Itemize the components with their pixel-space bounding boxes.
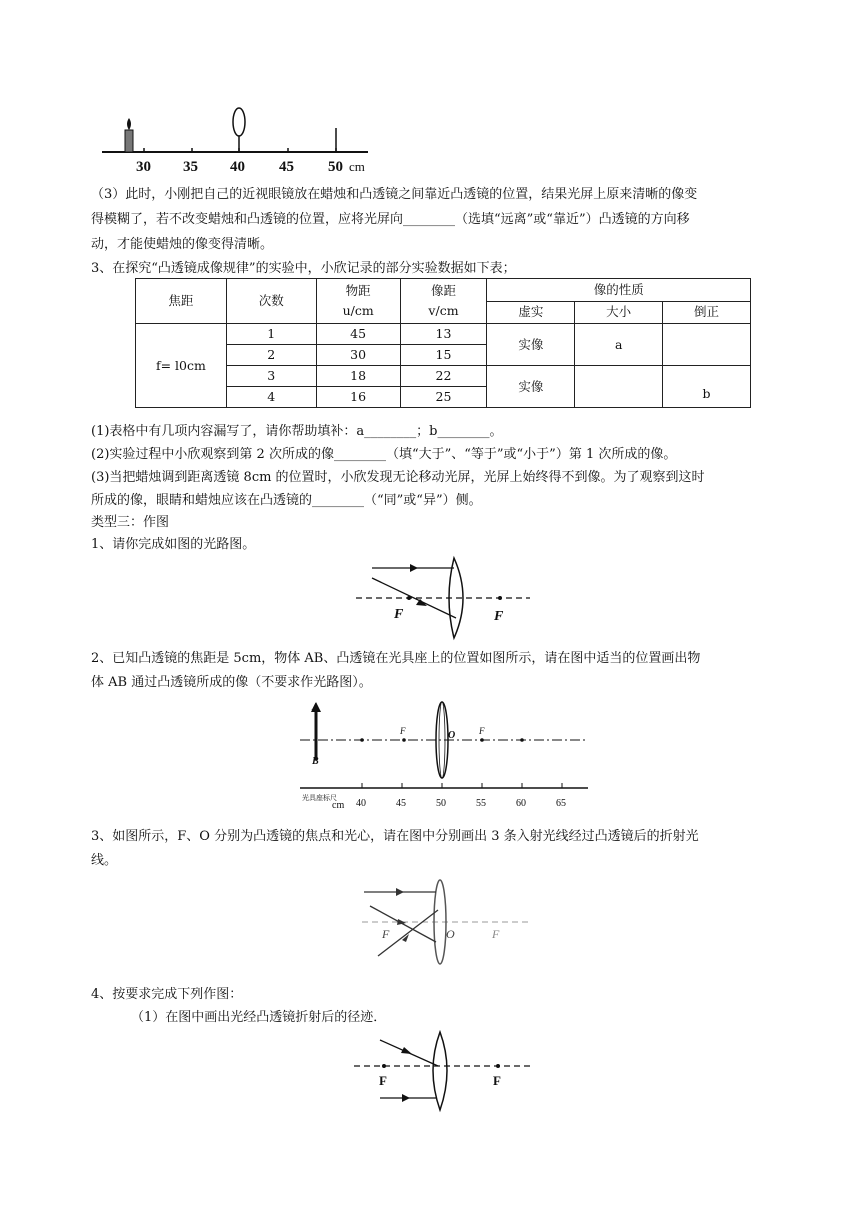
text-label: 18 <box>316 366 400 387</box>
text-label: 60 <box>516 798 526 809</box>
text-label: 4 <box>226 387 316 408</box>
drawing-question-3: 线。 <box>91 853 118 868</box>
bench-tick-label: 30 <box>136 159 151 175</box>
bench-unit: cm <box>349 159 365 174</box>
table-row <box>136 324 751 345</box>
bench-tick-label: 35 <box>183 159 198 175</box>
arrow-icon <box>396 888 404 896</box>
text-label: 40 <box>356 798 366 809</box>
cell-size-a: a <box>575 324 663 366</box>
header-size: 大小 <box>575 301 663 324</box>
bench-tick-label: 45 <box>279 159 294 175</box>
lens-icon <box>233 108 245 136</box>
table-question-1: (1)表格中有几项内容漏写了，请你帮助填补：a________；b________。 <box>91 424 503 439</box>
text-label: 3 <box>226 366 316 387</box>
text-label: A <box>312 702 319 713</box>
text-label: 65 <box>556 798 566 809</box>
text-label: 16 <box>316 387 400 408</box>
text-label: cm <box>332 800 345 811</box>
text-label: 45 <box>396 798 406 809</box>
header-focal: 焦距 <box>136 279 227 324</box>
arrow-icon <box>402 1094 410 1102</box>
text-label: 15 <box>400 345 487 366</box>
optical-bench-figure <box>96 86 386 178</box>
drawing-question-3: 3、如图所示，F、O 分别为凸透镜的焦点和光心，请在图中分别画出 3 条入射光线经过凸透镜后的折射光 <box>91 829 699 844</box>
cell-orientation-b: b <box>663 366 751 408</box>
experiment-data-table <box>135 278 751 408</box>
text-label: 45 <box>316 324 400 345</box>
drawing-question-2: 体 AB 通过凸透镜所成的像（不要求作光路图）。 <box>91 675 372 690</box>
text-label: 2 <box>226 345 316 366</box>
text-label: 22 <box>400 366 487 387</box>
text-label: 1 <box>226 324 316 345</box>
drawing-1-figure <box>354 554 534 642</box>
scale-label: 光具座标尺 <box>302 794 337 802</box>
question-3-line: 得模糊了，若不改变蜡烛和凸透镜的位置，应将光屏向________（选填“远离”或“靠近”）凸透镜的方向移 <box>91 212 690 227</box>
text-label: F <box>492 927 500 941</box>
text-label: F <box>400 726 406 736</box>
text-label: 物距 <box>345 283 371 298</box>
header-count: 次数 <box>226 279 316 324</box>
drawing-4-figure <box>352 1030 534 1114</box>
text-label: F <box>394 607 404 622</box>
text-label: O <box>446 927 455 941</box>
drawing-3-figure <box>360 878 532 968</box>
question-3-line: 动，才能使蜡烛的像变得清晰。 <box>91 237 274 252</box>
header-real-virtual: 虚实 <box>487 301 575 324</box>
table-question-2: (2)实验过程中小欣观察到第 2 次所成的像________（填“大于”、“等于”或“小于”）第 1 次所成的像。 <box>91 447 677 462</box>
arrow-icon <box>401 1047 412 1054</box>
problem-3-intro: 3、在探究“凸透镜成像规律”的实验中，小欣记录的部分实验数据如下表； <box>91 261 516 276</box>
text-label: 30 <box>316 345 400 366</box>
drawing-question-1: 1、请你完成如图的光路图。 <box>91 537 256 552</box>
text-label: 50 <box>436 798 446 809</box>
table-question-3: 所成的像，眼睛和蜡烛应该在凸透镜的________（“同”或“异”）侧。 <box>91 493 482 508</box>
table-row <box>136 366 751 387</box>
header-image-distance <box>400 279 487 324</box>
text-label: F <box>494 609 504 624</box>
bench-tick-label: 40 <box>230 159 245 175</box>
text-label: 像距 <box>430 283 456 298</box>
text-label: 25 <box>400 387 487 408</box>
text-label: 13 <box>400 324 487 345</box>
header-object-distance <box>316 279 400 324</box>
bench-tick-label: 50 <box>328 159 343 175</box>
text-label: O <box>448 730 456 741</box>
cell-real-image: 实像 <box>487 366 575 408</box>
header-image-nature: 像的性质 <box>487 279 751 302</box>
text-label: F <box>382 927 390 941</box>
candle-icon <box>125 118 133 152</box>
cell-size-empty <box>575 366 663 408</box>
text-label: 55 <box>476 798 486 809</box>
text-label: F <box>379 1073 387 1088</box>
drawing-question-4: 4、按要求完成下列作图： <box>91 987 243 1002</box>
drawing-question-4-sub: （1）在图中画出光经凸透镜折射后的径迹． <box>131 1010 387 1025</box>
drawing-2-figure <box>298 694 590 812</box>
cell-orientation-empty <box>663 324 751 366</box>
text-label: F <box>493 1073 501 1088</box>
text-label: u/cm <box>342 303 374 318</box>
text-label: F <box>479 726 485 736</box>
cell-focal-length: f= l0cm <box>136 324 227 408</box>
table-question-3: (3)当把蜡烛调到距离透镜 8cm 的位置时，小欣发现无论移动光屏，光屏上始终得不到像。为了观察到这时 <box>91 470 705 485</box>
cell-real-image: 实像 <box>487 324 575 366</box>
header-orientation: 倒正 <box>663 301 751 324</box>
drawing-question-2: 2、已知凸透镜的焦距是 5cm，物体 AB、凸透镜在光具座上的位置如图所示，请在图中适当的位置画出物 <box>91 651 701 666</box>
arrow-icon <box>410 564 418 572</box>
text-label: B <box>312 756 319 767</box>
text-label: v/cm <box>428 303 459 318</box>
question-3-line: （3）此时，小刚把自己的近视眼镜放在蜡烛和凸透镜之间靠近凸透镜的位置，结果光屏上原来清晰的像变 <box>91 187 698 202</box>
section-heading-type3: 类型三：作图 <box>91 515 170 530</box>
